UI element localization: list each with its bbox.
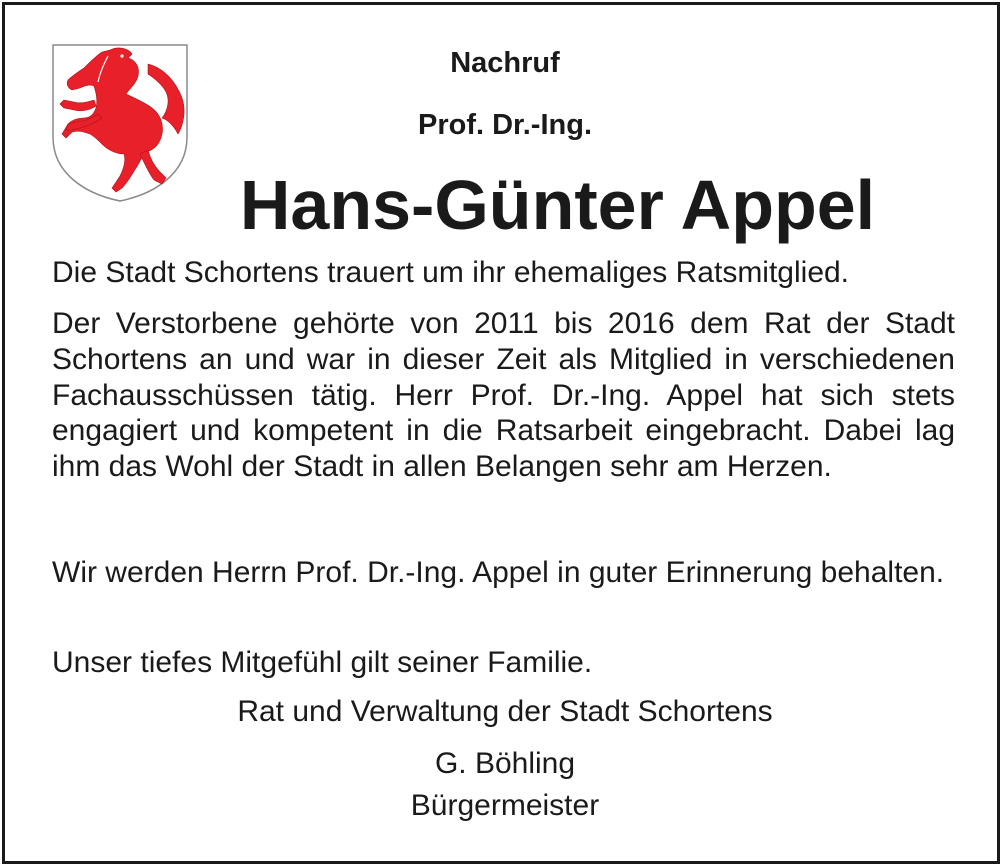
condolence-sentence: Unser tiefes Mitgefühl gilt seiner Familie. (52, 646, 593, 679)
signer-title: Bürgermeister (410, 789, 600, 822)
body-paragraph: Wir werden Herrn Prof. Dr.-Ing. Appel in guter Erinnerung behalten. (52, 556, 945, 589)
signing-organization: Rat und Verwaltung der Stadt Schortens (237, 695, 773, 728)
deceased-name: Hans-Günter Appel (239, 166, 876, 244)
signer-name: G. Böhling (434, 747, 576, 780)
body-paragraph: Der Verstorbene gehörte von 2011 bis 2016 dem Rat der Stadt Schortens an und war in dieser Zeit als Mitglied in verschiedenen Fachausschüssen tätig. Herr Prof. Dr.-Ing. Appel hat sich stets engagiert und kompetent in die Ratsarbeit eingebracht. Dabei lag ihm das Wohl der Stadt in allen Belangen sehr am Herzen. (52, 307, 955, 484)
academic-title: Prof. Dr.-Ing. (418, 109, 592, 141)
notice-label: Nachruf (450, 47, 560, 79)
lead-sentence: Die Stadt Schortens trauert um ihr ehemaliges Ratsmitglied. (52, 256, 850, 289)
obituary-notice (2, 2, 1000, 864)
